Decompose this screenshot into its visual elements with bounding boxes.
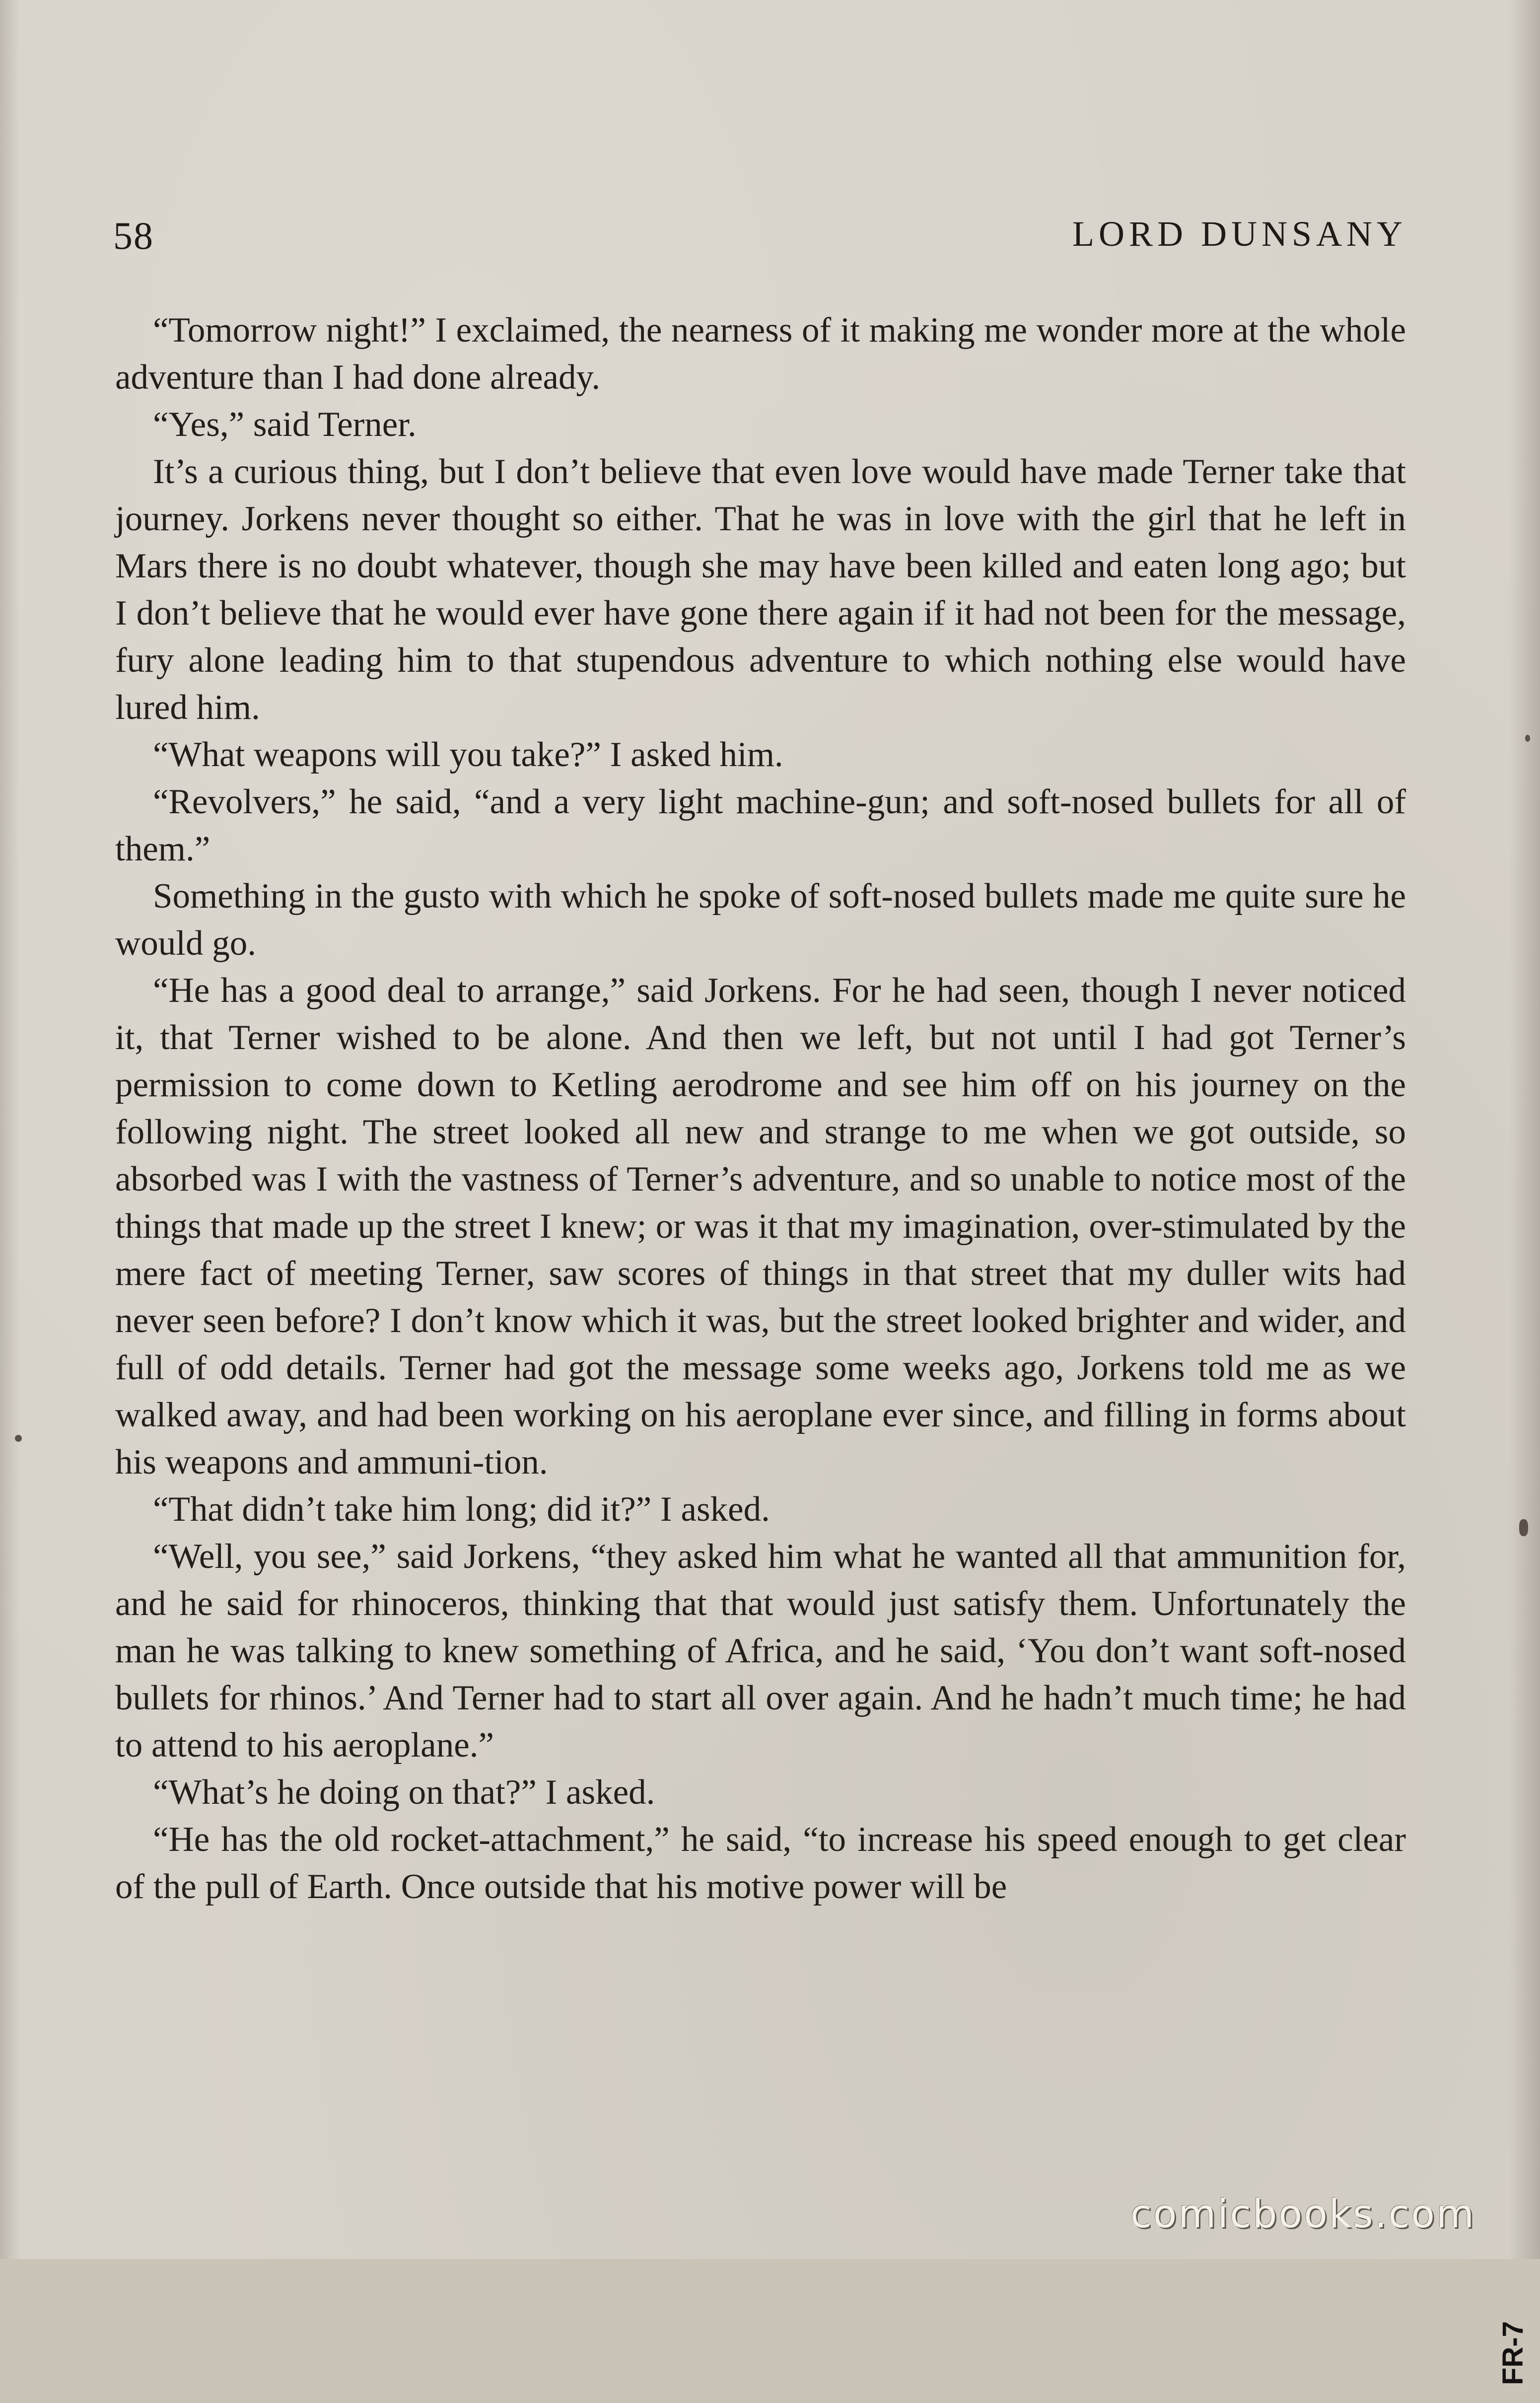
paragraph: “What weapons will you take?” I asked him. [153,735,783,774]
paragraph: “Revolvers,” he said, “and a very light machine-gun; and soft-nosed bullets for all of them.” [115,782,1406,868]
watermark: comicbooks.com [1130,2192,1475,2237]
paragraph: “Well, you see,” said Jorkens, “they asked him what he wanted all that ammunition for, and he said for rhinoceros, thinking that that would just satisfy them. Unfortunately the man he was talking to knew something of Africa, and he said, ‘You don’t want soft-nosed bullets for rhinos.’ And Terner had to start all over again. And he hadn’t much time; he had to attend to his aeroplane.” [115,1537,1406,1765]
paragraph: “He has a good deal to arrange,” said Jorkens. For he had seen, though I never noticed it, that Terner wished to be alone. And then we left, but not until I had got Terner’s permission to come down to Ketling aerodrome and see him off on his journey on the following night. The street looked all new and strange to me when we got outside, so absorbed was I with the vastness of Terner’s adventure, and so unable to notice most of the things that made up the street I knew; or was it that my imagination, over-stimulated by the mere fact of meeting Terner, saw scores of things in that street that my duller wits had never seen before? I don’t know which it was, but the street looked brighter and wider, and full of odd details. Terner had got the message some weeks ago, Jorkens told me as we walked away, and had been working on his aeroplane ever since, and filling in forms about his weapons and ammuni-tion. [115,971,1406,1482]
body-text [115,307,1406,1910]
running-head: LORD DUNSANY [1072,214,1407,254]
paper-speck [1525,735,1530,742]
edge-tab-label: FR-7 [1497,2321,1529,2386]
paper-speck [1519,1519,1528,1536]
paragraph: “Yes,” said Terner. [153,405,417,444]
paragraph: It’s a curious thing, but I don’t believe that even love would have made Terner take that journey. Jorkens never thought so either. That he was in love with the girl that he left in Mars there is no doubt whatever, though she may have been killed and eaten long ago; but I don’t believe that he would ever have gone there again if it had not been for the message, fury alone leading him to that stupendous adventure to which nothing else would have lured him. [115,452,1406,727]
paper-speck [15,1435,22,1442]
paragraph: “That didn’t take him long; did it?” I asked. [153,1490,770,1529]
paragraph: Something in the gusto with which he spoke of soft-nosed bullets made me quite sure he would go. [115,877,1406,963]
paragraph: “He has the old rocket-attachment,” he said, “to increase his speed enough to get clear of the pull of Earth. Once outside that his motive power will be [115,1820,1406,1906]
page-number: 58 [113,214,154,257]
paragraph: “What’s he doing on that?” I asked. [153,1773,655,1812]
paragraph: “Tomorrow night!” I exclaimed, the nearness of it making me wonder more at the whole adventure than I had done already. [115,311,1406,397]
